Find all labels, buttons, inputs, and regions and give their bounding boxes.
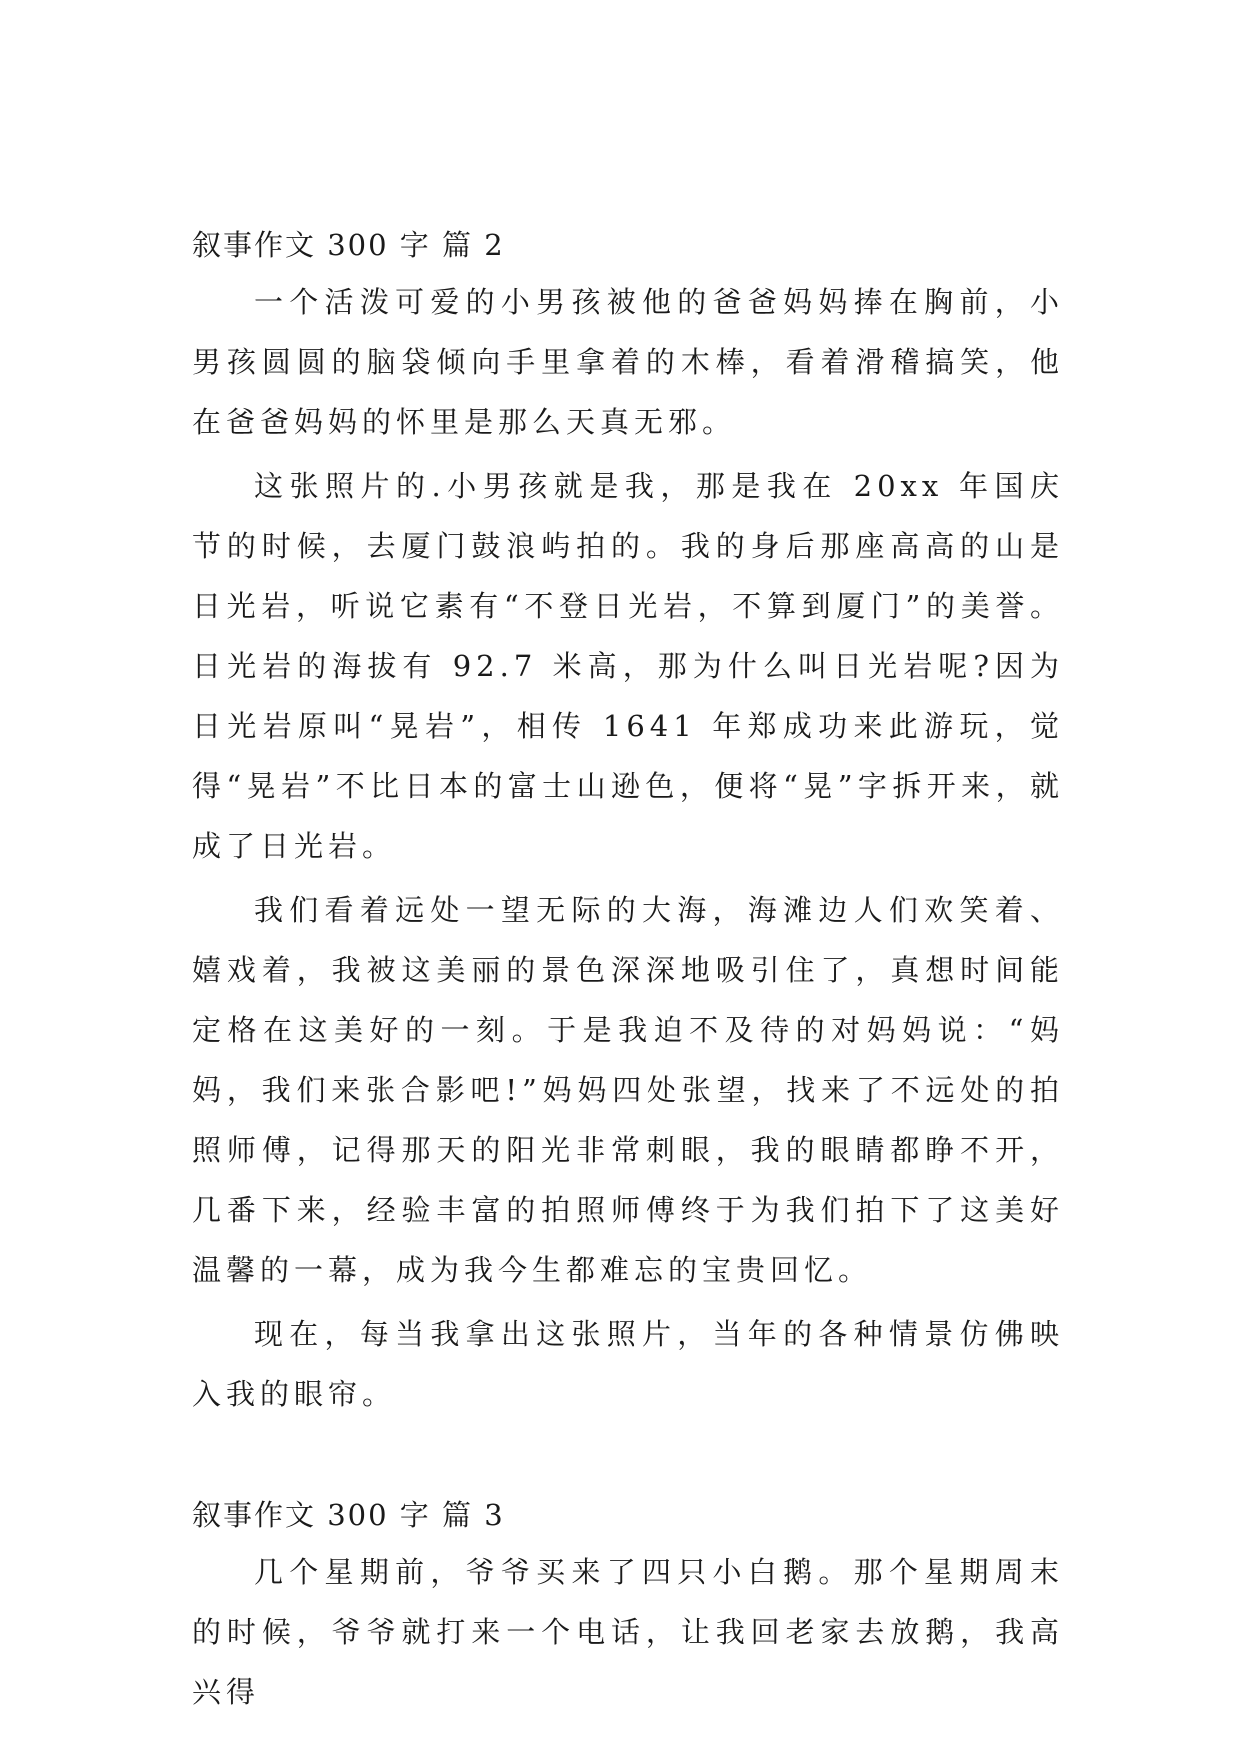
section-title: 叙事作文 300 字 篇 2 bbox=[192, 228, 505, 262]
document-body bbox=[192, 214, 1064, 1722]
paragraph: 现在，每当我拿出这张照片，当年的各种情景仿佛映入我的眼帘。 bbox=[192, 1317, 1064, 1411]
section-title: 叙事作文 300 字 篇 3 bbox=[192, 1498, 505, 1532]
paragraph: 一个活泼可爱的小男孩被他的爸爸妈妈捧在胸前，小男孩圆圆的脑袋倾向手里拿着的木棒，看着滑稽搞笑，他在爸爸妈妈的怀里是那么天真无邪。 bbox=[192, 285, 1064, 439]
paragraph: 我们看着远处一望无际的大海，海滩边人们欢笑着、嬉戏着，我被这美丽的景色深深地吸引住了，真想时间能定格在这美好的一刻。于是我迫不及待的对妈妈说：“妈妈，我们来张合影吧!”妈妈四处张望，找来了不远处的拍照师傅，记得那天的阳光非常刺眼，我的眼睛都睁不开，几番下来，经验丰富的拍照师傅终于为我们拍下了这美好温馨的一幕，成为我今生都难忘的宝贵回忆。 bbox=[192, 893, 1064, 1287]
paragraph: 几个星期前，爷爷买来了四只小白鹅。那个星期周末的时候，爷爷就打来一个电话，让我回老家去放鹅，我高兴得 bbox=[192, 1555, 1064, 1709]
paragraph: 这张照片的.小男孩就是我，那是我在 20xx 年国庆节的时候，去厦门鼓浪屿拍的。我的身后那座高高的山是日光岩，听说它素有“不登日光岩，不算到厦门”的美誉。日光岩的海拔有 92.7 米高，那为什么叫日光岩呢?因为日光岩原叫“晃岩”，相传 1641 年郑成功来此游玩，觉得“晃岩”不比日本的富士山逊色，便将“晃”字拆开来，就成了日光岩。 bbox=[192, 469, 1064, 863]
